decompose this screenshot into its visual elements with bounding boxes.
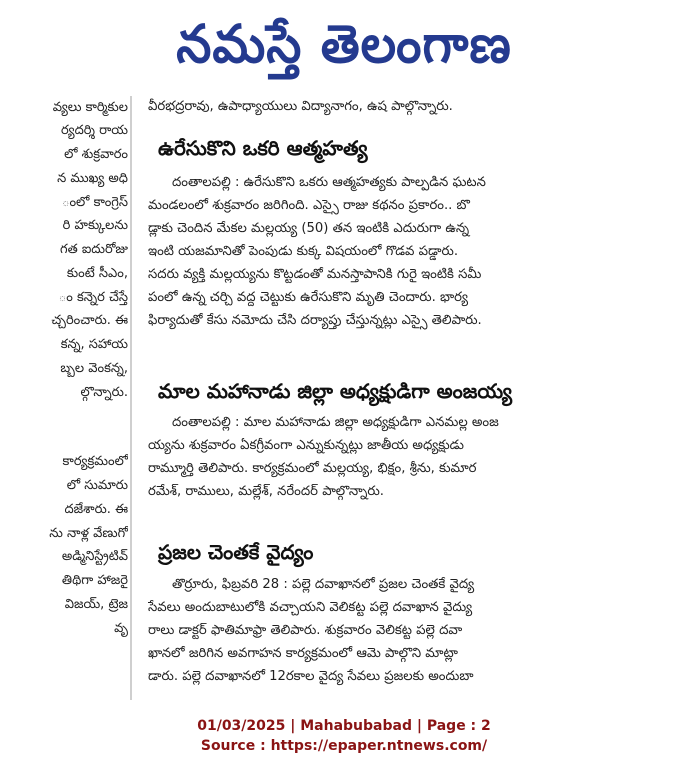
edition-info: 01/03/2025 | Mahabubabad | Page : 2 xyxy=(197,718,491,734)
article-line: తొర్రూరు, ఫిబ్రవరి 28 : పల్లె దవాఖానలో ప్రజల చెంతకే వైద్య xyxy=(172,577,475,592)
article-line: సేవలు అందుబాటులోకి వచ్చాయని వెలికట్ట పల్లె దవాఖాన వైద్యు xyxy=(148,600,473,615)
left-column-line: న ముఖ్య అధి xyxy=(57,171,128,186)
article-line: ఖానలో జరిగిన అవగాహన కార్యక్రమంలో ఆమె పాల్గొని మాట్లా xyxy=(148,646,458,661)
source-link[interactable]: Source : https://epaper.ntnews.com/ xyxy=(200,738,488,754)
article-line: డారు. పల్లె దవాఖానలో 12రకాల వైద్య సేవలు ప్రజలకు అందుబా xyxy=(148,669,474,684)
article-line: రాలు డాక్టర్ ఫాతిమాఫ్రా తెలిపారు. శుక్రవారం వెలికట్ట పల్లె దవా xyxy=(148,623,463,638)
left-column-line: విజయ్, ట్రెజ xyxy=(64,597,128,612)
article-line: పంలో ఉన్న చర్చి వద్ద చెట్టుకు ఉరేసుకొని మృతి చెందారు. భార్య xyxy=(148,290,468,305)
left-column-line: కన్న, సహాయ xyxy=(60,337,128,352)
left-column-line: ంలో కాంగ్రెస్ xyxy=(61,195,128,210)
column-divider xyxy=(130,96,132,700)
left-column-line: లో శుక్రవారం xyxy=(64,147,128,162)
source-footer xyxy=(0,716,688,756)
article-line: య్యను శుక్రవారం ఏకగ్రీవంగా ఎన్నుకున్నట్లు జాతీయ అధ్యక్షుడు xyxy=(148,438,465,453)
article-headline: ఉరేసుకొని ఒకరి ఆత్మహత్య xyxy=(158,136,368,160)
masthead xyxy=(0,0,688,88)
article-line: దంతాలపల్లి : ఉరేసుకొని ఒకరు ఆత్మహత్యకు పాల్పడిన ఘటన xyxy=(172,175,486,190)
left-column-line: ం కన్నెర చేస్తే xyxy=(58,290,128,305)
left-column-line: లో సుమారు xyxy=(66,478,128,493)
left-column-line: ను నాళ్ల వేణుగో xyxy=(49,526,128,541)
left-column-line: కార్యక్రమంలో xyxy=(62,454,128,469)
article-headline: ప్రజల చెంతకే వైద్యం xyxy=(158,540,314,564)
masthead-title: నమస్తే తెలంగాణ xyxy=(176,13,512,75)
left-column-line: వృ xyxy=(114,621,128,636)
left-column-line: చ్చరించారు. ఈ xyxy=(51,313,128,328)
article-line: దంతాలపల్లి : మాల మహానాడు జిల్లా అధ్యక్షుడిగా ఎనమల్ల అంజ xyxy=(172,415,499,430)
left-column-line: బ్బల వెంకన్న, xyxy=(60,361,128,376)
left-column-line: ర్యదర్శి రాయ xyxy=(60,123,128,138)
left-column-line: గత ఐదురోజు xyxy=(60,242,128,257)
left-column-line: వ్యలు కార్మికుల xyxy=(52,100,128,115)
article-line: డ్లాకు చెందిన మేకల మల్లయ్య (50) తన ఇంటికి ఎదురుగా ఉన్న xyxy=(148,221,470,236)
left-column-line: కుంటే సీఎం, xyxy=(66,266,128,281)
article-line: సదరు వ్యక్తి మల్లయ్యను కొట్టడంతో మనస్తాపానికి గురై ఇంటికి సమీ xyxy=(148,267,482,282)
left-column-line: ల్గొన్నారు. xyxy=(80,385,128,400)
article-line: రామ్మూర్తి తెలిపారు. కార్యక్రమంలో మల్లయ్య, భిక్షం, శ్రీను, కుమార xyxy=(148,461,477,476)
left-column-cropped xyxy=(0,96,128,700)
article-headline: మాల మహానాడు జిల్లా అధ్యక్షుడిగా అంజయ్య xyxy=(158,379,513,403)
carryover-line: వీరభద్రరావు, ఉపాధ్యాయులు విద్యానాగం, ఉష పాల్గొన్నారు. xyxy=(148,99,453,114)
left-column-line: అడ్మినిస్ట్రేటివ్ xyxy=(61,549,128,564)
left-column-line: తిథిగా హాజరై xyxy=(61,573,128,588)
article-line: ఫిర్యాదుతో కేసు నమోదు చేసి దర్యాప్తు చేస్తున్నట్లు ఎస్సై తెలిపారు. xyxy=(148,313,482,328)
article-line: ఇంటి యజమానితో పెంపుడు కుక్క విషయంలో గొడవ పడ్డారు. xyxy=(148,244,459,259)
article-line: రమేశ్, రాములు, మల్లేశ్, నరేందర్ పాల్గొన్నారు. xyxy=(148,484,384,499)
left-column-line: రి హక్కులను xyxy=(62,218,128,233)
article-column xyxy=(148,92,623,700)
article-line: మండలంలో శుక్రవారం జరిగింది. ఎస్సై రాజు కథనం ప్రకారం.. బొ xyxy=(148,198,470,213)
left-column-line: దజేశారు. ఈ xyxy=(64,502,128,517)
